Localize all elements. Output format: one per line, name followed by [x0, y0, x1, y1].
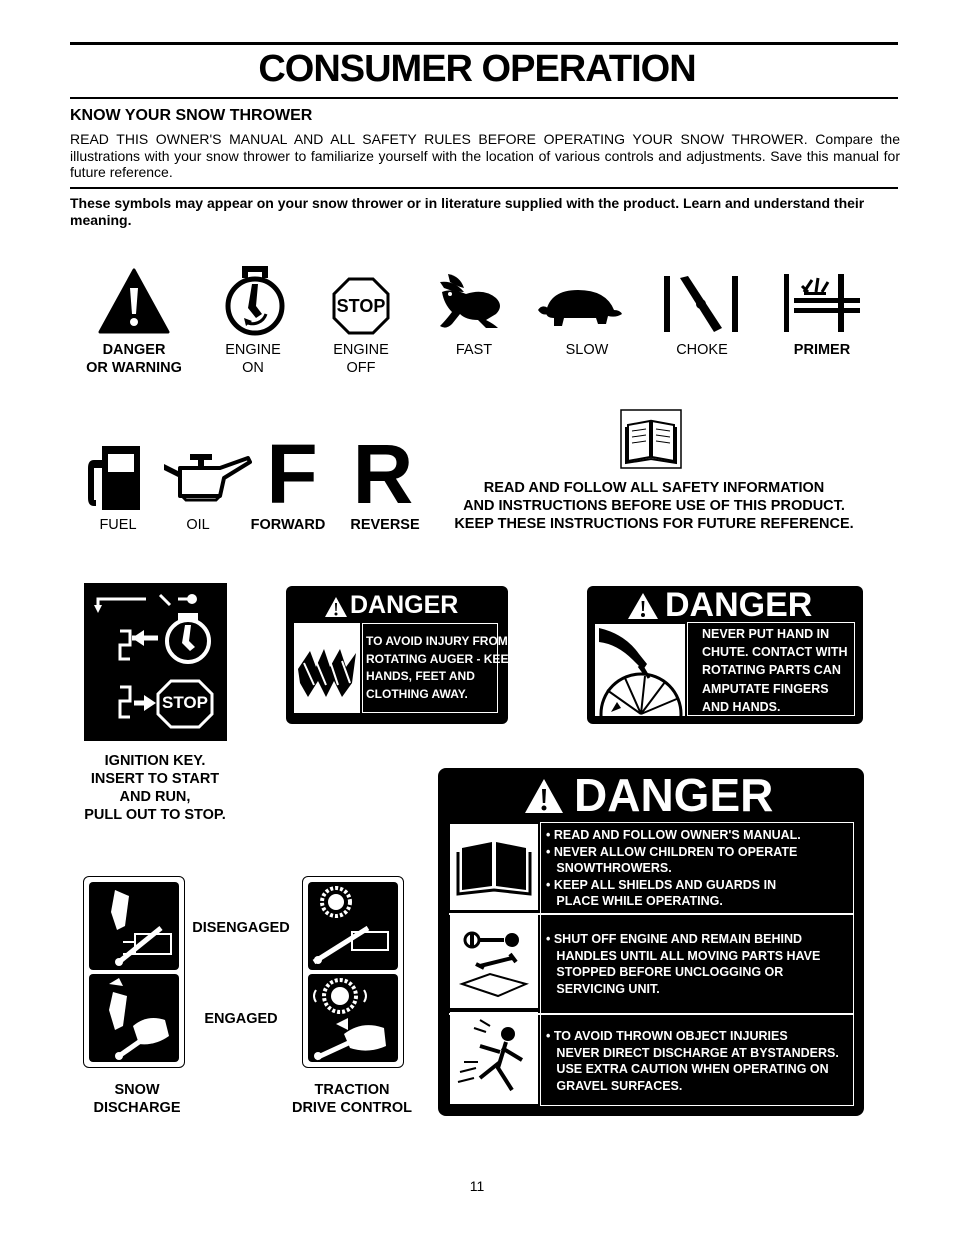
label-engine-on: ENGINE ON [225, 342, 281, 376]
chute-danger-header: DANGER [665, 586, 813, 624]
label-fast: FAST [455, 342, 493, 358]
title-underline [70, 97, 898, 99]
chute-text-panel: NEVER PUT HAND IN CHUTE. CONTACT WITH ROTATING PARTS CAN AMPUTATE FINGERS AND HANDS. [687, 622, 855, 716]
thrown-object-panel [450, 1012, 538, 1104]
rotating-auger-icon [294, 623, 360, 713]
snow-discharge-decal [83, 876, 185, 1068]
big-text-panel [540, 822, 854, 1106]
auger-danger-header: DANGER [350, 591, 459, 619]
section-heading: KNOW YOUR SNOW THROWER [70, 107, 313, 124]
label-primer: PRIMER [793, 342, 851, 358]
disengaged-label: DISENGAGED [192, 920, 290, 936]
auger-danger-decal [286, 586, 517, 724]
label-reverse: REVERSE [350, 517, 420, 533]
big-text-block-3: • TO AVOID THROWN OBJECT INJURIES NEVER DIRECT DISCHARGE AT BYSTANDERS. USE EXTRA CAUTION WHEN OPERATING ON GRAVEL SURFACES. [546, 1029, 839, 1093]
read-manual-text: READ AND FOLLOW ALL SAFETY INFORMATION AND INSTRUCTIONS BEFORE USE OF THIS PRODUCT. KEEP THESE INSTRUCTIONS FOR FUTURE REFERENCE. [454, 480, 854, 532]
turtle-icon [536, 286, 624, 330]
snow-discharge-caption: SNOW DISCHARGE [93, 1082, 181, 1116]
stop-text: STOP [336, 296, 386, 316]
page-title: CONSUMER OPERATION [258, 48, 696, 90]
page-number: 11 [469, 1178, 485, 1194]
chute-danger-decal [587, 586, 863, 724]
big-text-block-1: • READ AND FOLLOW OWNER'S MANUAL. • NEVER ALLOW CHILDREN TO OPERATE SNOWTHROWERS. • KEEP ALL SHIELDS AND GUARDS IN PLACE WHILE OPERATING. [546, 828, 801, 908]
traction-drive-decal [302, 876, 404, 1068]
auger-image-panel [294, 623, 360, 713]
big-danger-header: DANGER [574, 769, 774, 821]
traction-drive-caption: TRACTION DRIVE CONTROL [291, 1082, 413, 1116]
label-engine-off: ENGINE OFF [333, 342, 389, 376]
intro-paragraph: READ THIS OWNER'S MANUAL AND ALL SAFETY RULES BEFORE OPERATING YOUR SNOW THROWER. Compare the illustrations with your snow thrower to familiarize yourself with the location of various controls and adjustments. Save this manual for future reference. [70, 131, 900, 180]
warning-triangle-icon [524, 778, 564, 814]
label-fuel: FUEL [99, 517, 137, 533]
rabbit-icon [434, 270, 506, 332]
label-choke: CHOKE [676, 342, 728, 358]
reverse-r-icon: R [352, 427, 414, 521]
traction-disengaged-icon [308, 882, 398, 970]
traction-engaged-icon [308, 974, 398, 1062]
auger-text-panel: TO AVOID INJURY FROM ROTATING AUGER - KEEP HANDS, FEET AND CLOTHING AWAY. [362, 623, 498, 713]
chute-image-panel [595, 624, 685, 716]
ignition-key-diagram [84, 583, 227, 741]
warning-triangle-icon [627, 592, 659, 620]
oil-can-icon [160, 452, 252, 502]
chute-lever-disengaged-icon [89, 882, 179, 970]
ignition-caption: IGNITION KEY. INSERT TO START AND RUN, PULL OUT TO STOP. [84, 753, 226, 823]
choke-icon [662, 274, 744, 334]
label-oil: OIL [186, 517, 210, 533]
hand-in-chute-icon [595, 624, 685, 716]
symbols-note: These symbols may appear on your snow thrower or in literature supplied with the product. Learn and understand their meaning. [70, 195, 865, 228]
servicing-panel [450, 914, 538, 1008]
ignition-decal [84, 583, 227, 741]
manual-panel [450, 824, 538, 910]
section-rule [70, 187, 898, 189]
danger-warning-icon [98, 268, 170, 334]
chute-lever-engaged-icon [89, 974, 179, 1062]
forward-f-icon: F [266, 427, 318, 521]
warning-triangle-icon [324, 596, 348, 618]
manual-book-icon [620, 409, 682, 469]
fuel-pump-icon [86, 444, 144, 512]
thrown-object-icon [450, 1012, 538, 1104]
engine-off-icon [332, 277, 390, 335]
open-book-icon [450, 824, 538, 910]
label-slow: SLOW [565, 342, 609, 358]
big-text-block-2: • SHUT OFF ENGINE AND REMAIN BEHIND HANDLES UNTIL ALL MOVING PARTS HAVE STOPPED BEFORE UNCLOGGING OR SERVICING UNIT. [546, 932, 821, 996]
big-danger-decal [438, 768, 864, 1116]
label-forward: FORWARD [250, 517, 326, 533]
key-and-wrench-icon [450, 914, 538, 1008]
engaged-label: ENGAGED [204, 1011, 278, 1027]
ignition-stop-text: STOP [162, 693, 208, 712]
engine-on-icon [222, 264, 288, 336]
label-danger-warning: DANGER OR WARNING [86, 342, 182, 376]
primer-icon [782, 272, 864, 334]
top-rule [70, 42, 898, 45]
